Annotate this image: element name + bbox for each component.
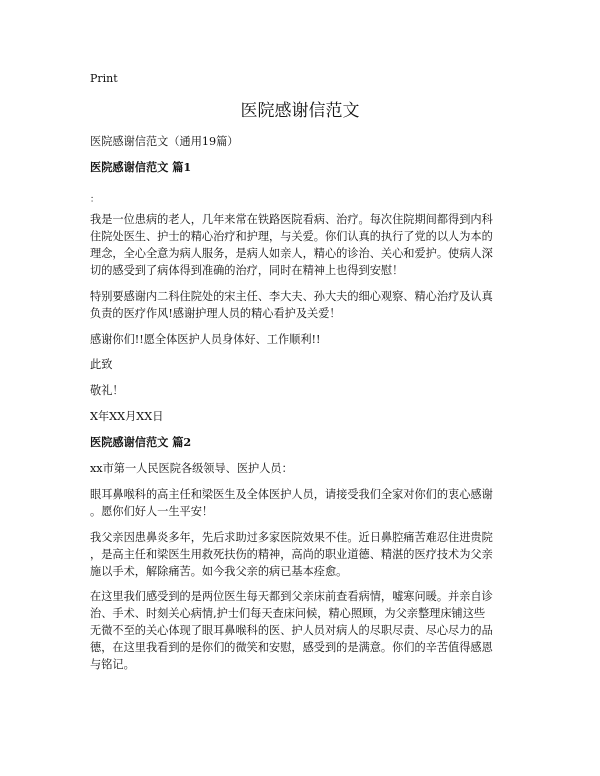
s2-p3-line: 无微不至的关心体现了眼耳鼻喉科的医、护人员对病人的尽职尽责、尽心尽力的品 — [90, 624, 493, 637]
s2-p2-line: ，是高主任和梁医生用救死扶伤的精神，高尚的职业道德、精湛的医疗技术为父亲 — [90, 548, 493, 561]
s1-p1-line: 理念，全心全意为病人服务，是病人如亲人，精心的诊治、关心和爱护。使病人深 — [90, 247, 493, 260]
s1-date: X年XX月XX日 — [90, 410, 164, 423]
s1-p1-line: 我是一位患病的老人，几年来常在铁路医院看病、治疗。每次住院期间都得到内科 — [90, 213, 493, 226]
s1-p3: 感谢你们!!愿全体医护人员身体好、工作顺利!! — [90, 333, 321, 346]
s2-p3-line: 德，在这里我看到的是你们的微笑和安慰，感受到的是满意。你们的辛苦值得感恩 — [90, 641, 493, 654]
s2-p2-line: 施以手术，解除痛苦。如今我父亲的病已基本痊愈。 — [90, 565, 348, 578]
s1-p2-line: 特别要感谢内二科住院处的宋主任、李大夫、孙大夫的细心观察、精心治疗及认真 — [90, 290, 493, 303]
s2-salutation: xx市第一人民医院各级领导、医护人员： — [90, 462, 293, 475]
s2-p3-line: 与铭记。 — [90, 658, 135, 671]
s2-p1-line: 。愿你们好人一生平安！ — [90, 505, 214, 518]
s2-p1-line: 眼耳鼻喉科的高主任和梁医生及全体医护人员，请接受我们全家对你们的衷心感谢 — [90, 488, 493, 501]
section-2-heading: 医院感谢信范文 篇2 — [90, 435, 192, 449]
s1-p2-line: 负责的医疗作风!感谢护理人员的精心看护及关爱！ — [90, 307, 341, 320]
section-1-marker: ： — [90, 195, 100, 205]
document-title: 医院感谢信范文 — [240, 101, 360, 121]
print-link[interactable]: Print — [90, 72, 118, 85]
s1-p1-line: 切的感受到了病体得到准确的治疗，同时在精神上也得到安慰！ — [90, 264, 404, 277]
s1-closing: 此致 — [90, 358, 113, 371]
s1-regards: 敬礼！ — [90, 384, 124, 397]
section-1-heading: 医院感谢信范文 篇1 — [90, 160, 192, 174]
document-subtitle: 医院感谢信范文（通用19篇） — [90, 135, 239, 148]
s2-p2-line: 我父亲因患鼻炎多年，先后求助过多家医院效果不佳。近日鼻腔痛苦难忍住进贵院 — [90, 531, 493, 544]
s2-p3-line: 在这里我们感受到的是两位医生每天都到父亲床前查看病情，嘘寒问暖。并亲自诊 — [90, 590, 493, 603]
s1-p1-line: 住院处医生、护士的精心治疗和护理，与关爱。你们认真的执行了党的以人为本的 — [90, 230, 493, 243]
s2-p3-line: 治、手术、时刻关心病情,护士们每天查床问候，精心照顾，为父亲整理床铺这些 — [90, 607, 486, 620]
